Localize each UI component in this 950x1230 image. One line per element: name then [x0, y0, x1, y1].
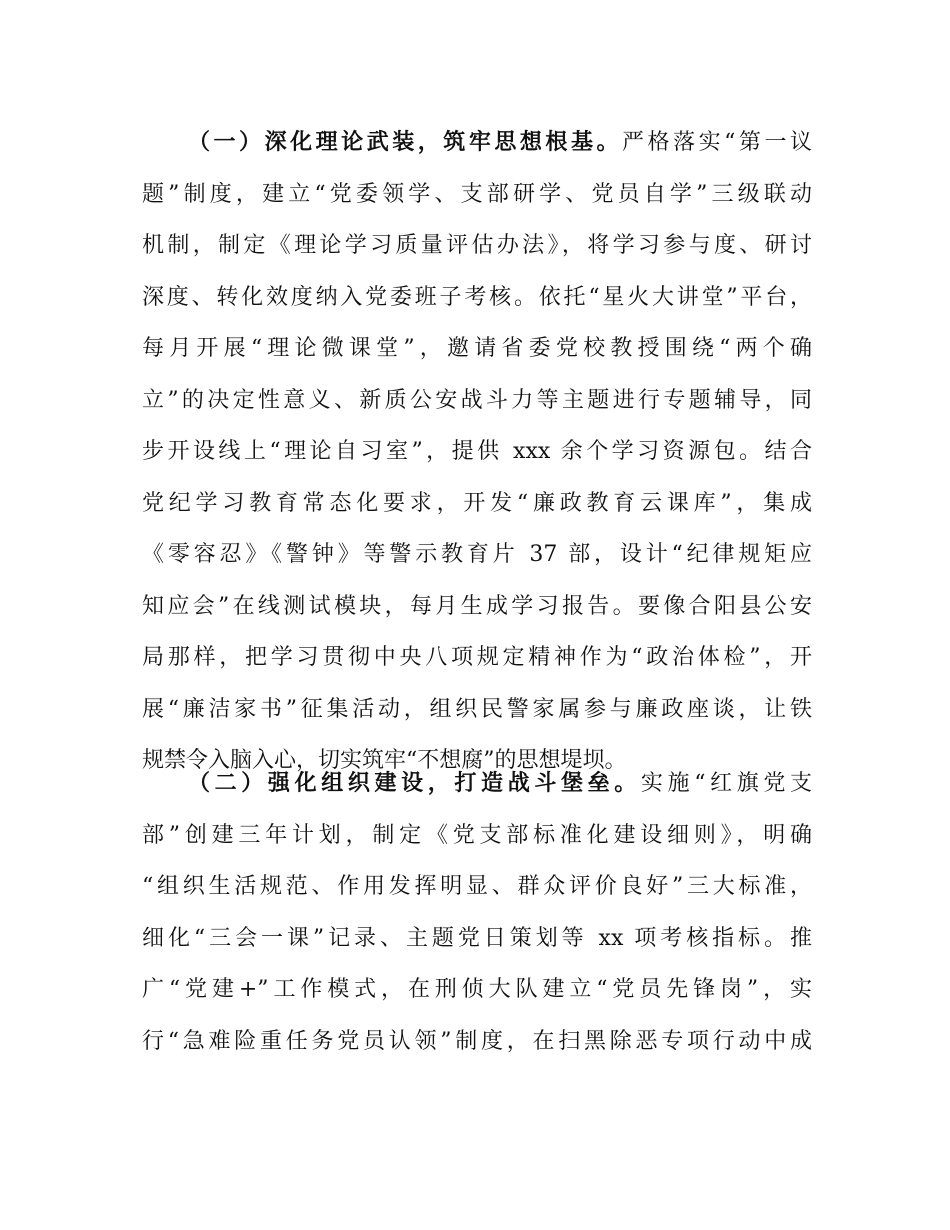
paragraph-line: 细化“三会一课”记录、主题党日策划等 xx 项考核指标。推 [142, 925, 812, 951]
section-heading: （一）深化理论武装，筑牢思想根基。 [188, 130, 623, 155]
paragraph-line: 深度、转化效度纳入党委班子考核。依托“星火大讲堂”平台， [142, 284, 812, 310]
paragraph-line: 规禁令入脑入心，切实筑牢“不想腐”的思想堤坝。 [142, 748, 627, 773]
line-text: 严格落实“第一议 [622, 130, 812, 155]
paragraph-line: 立”的决定性意义、新质公安战斗力等主题进行专题辅导，同 [142, 387, 812, 413]
paragraph-line: 每月开展“理论微课堂”，邀请省委党校教授围绕“两个确 [142, 336, 812, 361]
paragraph-line: 展“廉洁家书”征集活动，组织民警家属参与廉政座谈，让铁 [142, 696, 812, 722]
paragraph-line: 党纪学习教育常态化要求，开发“廉政教育云课库”，集成 [142, 490, 812, 516]
line-text: 实施“红旗党支 [640, 771, 812, 796]
paragraph-organization-building [142, 758, 812, 1067]
paragraph-line: 广“党建+”工作模式，在刑侦大队建立“党员先锋岗”，实 [142, 977, 812, 1002]
paragraph-line [142, 117, 812, 169]
paragraph-theory-study [142, 117, 812, 787]
paragraph-line: 《零容忍》《警钟》等警示教育片 37 部，设计“纪律规矩应 [142, 542, 812, 567]
paragraph-line: 行“急难险重任务党员认领”制度，在扫黑除恶专项行动中成 [142, 1028, 812, 1054]
paragraph-line: 局那样，把学习贯彻中央八项规定精神作为“政治体检”，开 [142, 645, 812, 670]
paragraph-line: 题”制度，建立“党委领学、支部研学、党员自学”三级联动 [142, 181, 812, 207]
paragraph-line: 机制，制定《理论学习质量评估办法》，将学习参与度、研讨 [142, 233, 812, 258]
paragraph-line: 部”创建三年计划，制定《党支部标准化建设细则》，明确 [142, 822, 812, 848]
paragraph-line [142, 758, 812, 810]
paragraph-line: 知应会”在线测试模块，每月生成学习报告。要像合阳县公安 [142, 593, 812, 619]
paragraph-line: “组织生活规范、作用发挥明显、群众评价良好”三大标准， [142, 874, 812, 899]
paragraph-line: 步开设线上“理论自习室”，提供 xxx 余个学习资源包。结合 [142, 439, 812, 464]
section-heading: （二）强化组织建设，打造战斗堡垒。 [188, 771, 641, 796]
